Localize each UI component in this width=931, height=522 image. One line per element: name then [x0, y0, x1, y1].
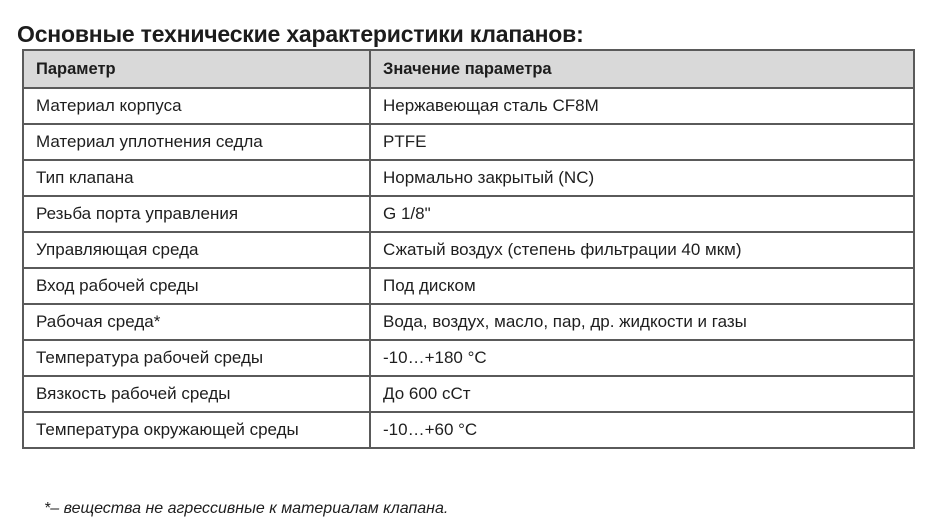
value-cell: PTFE [370, 124, 914, 160]
param-cell: Температура окружающей среды [23, 412, 370, 448]
param-cell: Резьба порта управления [23, 196, 370, 232]
param-cell: Материал уплотнения седла [23, 124, 370, 160]
param-cell: Управляющая среда [23, 232, 370, 268]
table-row [23, 304, 914, 340]
param-cell: Тип клапана [23, 160, 370, 196]
param-cell: Материал корпуса [23, 88, 370, 124]
value-cell: G 1/8" [370, 196, 914, 232]
table-row [23, 340, 914, 376]
table-body [23, 88, 914, 448]
value-cell: Сжатый воздух (степень фильтрации 40 мкм) [370, 232, 914, 268]
value-cell: Под диском [370, 268, 914, 304]
table-row [23, 88, 914, 124]
table-row [23, 268, 914, 304]
value-cell: До 600 сСт [370, 376, 914, 412]
param-cell: Вязкость рабочей среды [23, 376, 370, 412]
table-header [23, 50, 914, 88]
value-cell: -10…+180 °C [370, 340, 914, 376]
value-cell: Нормально закрытый (NC) [370, 160, 914, 196]
footnote: *– вещества не агрессивные к материалам клапана. [44, 500, 449, 517]
table-row [23, 376, 914, 412]
param-cell: Вход рабочей среды [23, 268, 370, 304]
param-cell: Температура рабочей среды [23, 340, 370, 376]
value-cell: -10…+60 °C [370, 412, 914, 448]
header-parameter: Параметр [23, 50, 370, 88]
value-cell: Вода, воздух, масло, пар, др. жидкости и газы [370, 304, 914, 340]
table-row [23, 232, 914, 268]
specs-table [22, 49, 915, 449]
table-row [23, 196, 914, 232]
page-title: Основные технические характеристики клапанов: [17, 21, 584, 48]
table-row [23, 412, 914, 448]
header-value: Значение параметра [370, 50, 914, 88]
header-row [23, 50, 914, 88]
table-row [23, 124, 914, 160]
value-cell: Нержавеющая сталь CF8M [370, 88, 914, 124]
param-cell: Рабочая среда* [23, 304, 370, 340]
table-row [23, 160, 914, 196]
